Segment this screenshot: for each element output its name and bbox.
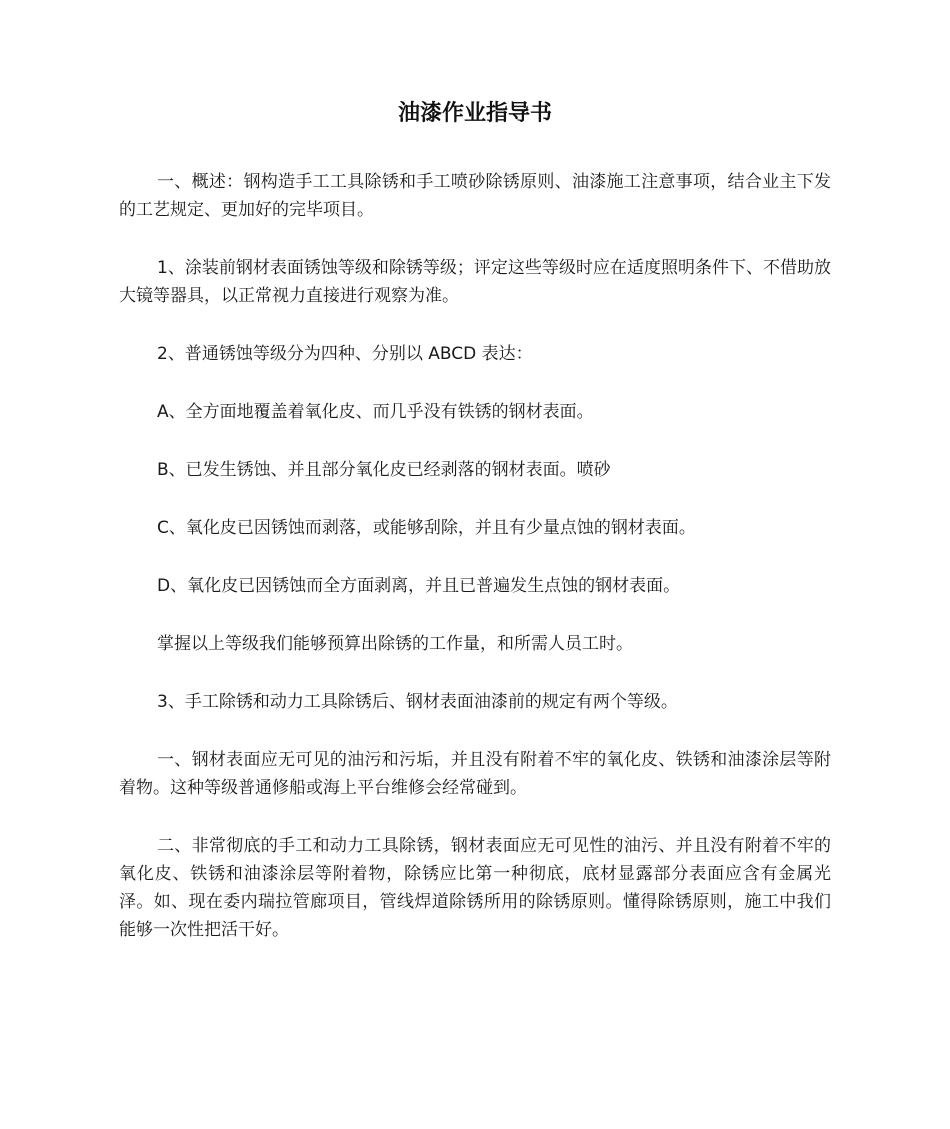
paragraph-grade-c: C、氧化皮已因锈蚀而剥落，或能够刮除，并且有少量点蚀的钢材表面。 (157, 518, 696, 538)
paragraph-grade-a: A、全方面地覆盖着氧化皮、而几乎没有铁锈的钢材表面。 (157, 402, 594, 422)
paragraph-item-3: 3、手工除锈和动力工具除锈后、钢材表面油漆前的规定有两个等级。 (157, 692, 678, 712)
paragraph-level-1: 一、钢材表面应无可见的油污和污垢，并且没有附着不牢的氧化皮、铁锈和油漆涂层等附着物。这种等级普通修船或海上平台维修会经常碰到。 (119, 750, 831, 798)
document-body (119, 168, 831, 974)
document-title: 油漆作业指导书 (397, 101, 552, 126)
paragraph-grade-b: B、已发生锈蚀、并且部分氧化皮已经剥落的钢材表面。喷砂 (157, 460, 611, 480)
paragraph-item-1: 1、涂装前钢材表面锈蚀等级和除锈等级；评定这些等级时应在适度照明条件下、不借助放大镜等器具，以正常视力直接进行观察为准。 (119, 258, 831, 306)
paragraph-overview: 一、概述：钢构造手工工具除锈和手工喷砂除锈原则、油漆施工注意事项，结合业主下发的工艺规定、更加好的完毕项目。 (119, 172, 831, 220)
paragraph-grade-d: D、氧化皮已因锈蚀而全方面剥离，并且已普遍发生点蚀的钢材表面。 (157, 576, 681, 596)
paragraph-summary: 掌握以上等级我们能够预算出除锈的工作量，和所需人员工时。 (157, 634, 633, 654)
paragraph-level-2: 二、非常彻底的手工和动力工具除锈，钢材表面应无可见性的油污、并且没有附着不牢的氧化皮、铁锈和油漆涂层等附着物，除锈应比第一种彻底，底材显露部分表面应含有金属光泽。如、现在委内瑞拉管廊项目，管线焊道除锈所用的除锈原则。懂得除锈原则，施工中我们能够一次性把活干好。 (119, 836, 831, 940)
paragraph-item-2: 2、普通锈蚀等级分为四种、分别以 ABCD 表达： (157, 344, 533, 364)
